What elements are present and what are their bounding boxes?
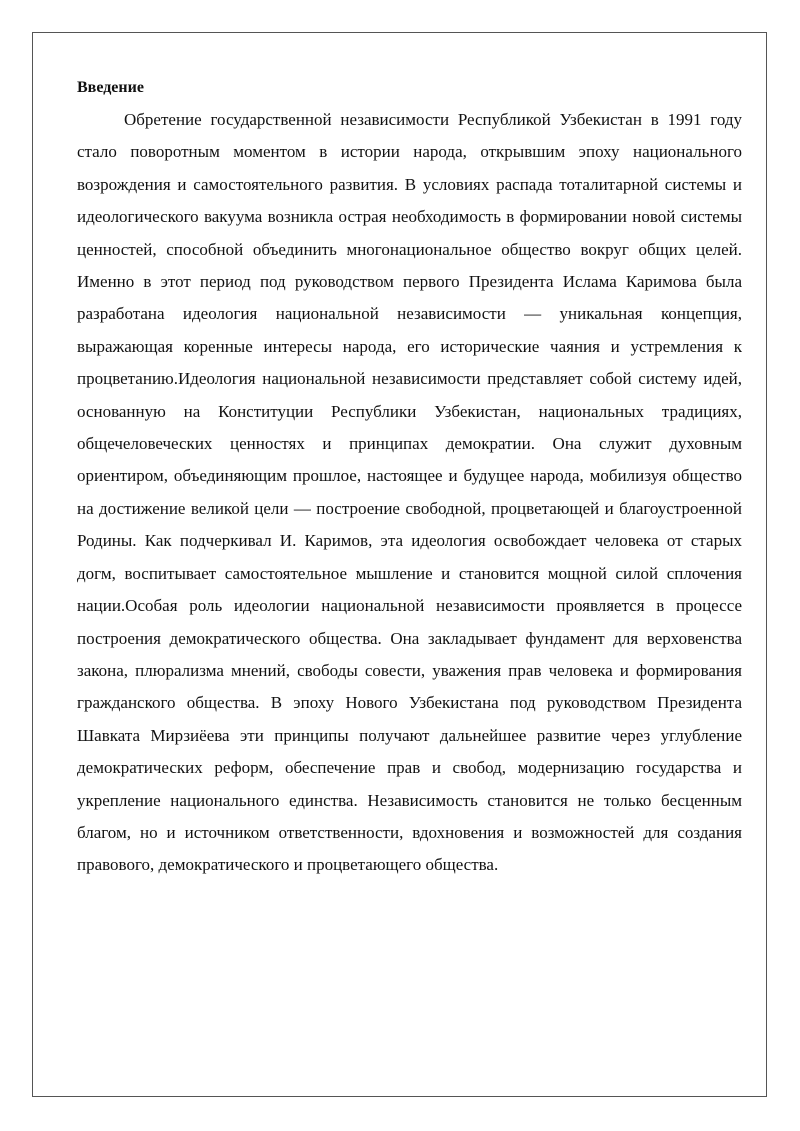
body-paragraph: Обретение государственной независимости Республикой Узбекистан в 1991 году стало поворотным моментом в истории народа, открывшим эпоху национального возрождения и самостоятельного развития. В условиях распада тоталитарной системы и идеологического вакуума возникла острая необходимость в формировании новой системы ценностей, способной объединить многонациональное общество вокруг общих целей. Именно в этот период под руководством первого Президента Ислама Каримова была разработана идеология национальной независимости — уникальная концепция, выражающая коренные интересы народа, его исторические чаяния и устремления к процветанию.Идеология национальной независимости представляет собой систему идей, основанную на Конституции Республики Узбекистан, национальных традициях, общечеловеческих ценностях и принципах демократии. Она служит духовным ориентиром, объединяющим прошлое, настоящее и будущее народа, мобилизуя общество на достижение великой цели — построение свободной, процветающей и благоустроенной Родины. Как подчеркивал И. Каримов, эта идеология освобождает человека от старых догм, воспитывает самостоятельное мышление и становится мощной силой сплочения нации.Особая роль идеологии национальной независимости проявляется в процессе построения демократического общества. Она закладывает фундамент для верховенства закона, плюрализма мнений, свободы совести, уважения прав человека и формирования гражданского общества. В эпоху Нового Узбекистана под руководством Президента Шавката Мирзиёева эти принципы получают дальнейшее развитие через углубление демократических реформ, обеспечение прав и свобод, модернизацию государства и укрепление национального единства. Независимость становится не только бесценным благом, но и источником ответственности, вдохновения и возможностей для создания правового, демократического и процветающего общества. [77,110,742,875]
section-heading: Введение [77,79,144,96]
document-body [77,72,742,882]
